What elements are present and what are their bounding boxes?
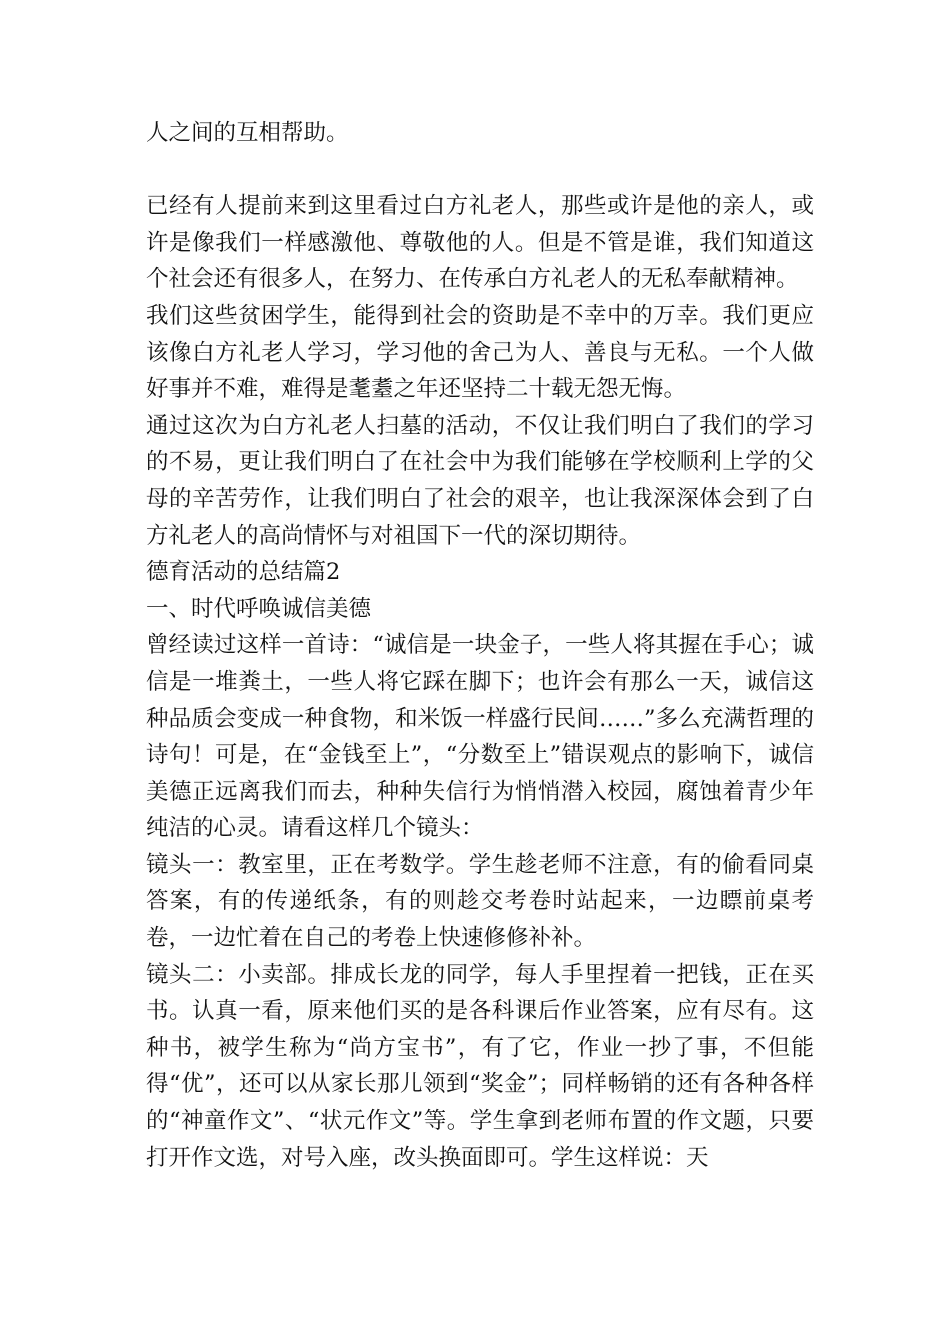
document-body: [146, 115, 814, 1176]
paragraph-tomb-sweeping: 通过这次为白方礼老人扫墓的活动，不仅让我们明白了我们的学习的不易，更让我们明白了在社会中为我们能够在学校顺利上学的父母的辛苦劳作，让我们明白了社会的艰辛，也让我深深体会到了白方礼老人的高尚情怀与对祖国下一代的深切期待。: [146, 412, 814, 549]
paragraph-scene-two: 镜头二：小卖部。排成长龙的同学，每人手里捏着一把钱，正在买书。认真一看，原来他们买的是各科课后作业答案，应有尽有。这种书，被学生称为“尚方宝书”，有了它，作业一抄了事，不但能得“优”，还可以从家长那儿领到“奖金”；同样畅销的还有各种各样的“神童作文”、“状元作文”等。学生拿到老师布置的作文题，只要打开作文选，对号入座，改头换面即可。学生这样说：天: [146, 961, 814, 1171]
paragraph-visitors: 已经有人提前来到这里看过白方礼老人，那些或许是他的亲人，或许是像我们一样感激他、尊敬他的人。但是不管是谁，我们知道这个社会还有很多人，在努力、在传承白方礼老人的无私奉献精神。: [146, 193, 814, 293]
blank-line: [146, 152, 814, 189]
section-heading: 德育活动的总结篇2: [146, 559, 341, 586]
paragraph-scene-one: 镜头一：教室里，正在考数学。学生趁老师不注意，有的偷看同桌答案，有的传递纸条，有的则趁交考卷时站起来，一边瞟前桌考卷，一边忙着在自己的考卷上快速修修补补。: [146, 851, 814, 952]
paragraph-poor-students: 我们这些贫困学生，能得到社会的资助是不幸中的万幸。我们更应该像白方礼老人学习，学习他的舍己为人、善良与无私。一个人做好事并不难，难得是耄耋之年还坚持二十载无怨无悔。: [146, 302, 814, 403]
subsection-heading: 一、时代呼唤诚信美德: [146, 595, 372, 622]
paragraph-poem: 曾经读过这样一首诗：“诚信是一块金子，一些人将其握在手心；诚信是一堆粪土，一些人将它踩在脚下；也许会有那么一天，诚信这种品质会变成一种食物，和米饭一样盛行民间……”多么充满哲理的诗句！可是，在“金钱至上”，“分数至上”错误观点的影响下，诚信美德正远离我们而去，种种失信行为悄悄潜入校园，腐蚀着青少年纯洁的心灵。请看这样几个镜头：: [146, 632, 814, 842]
paragraph-continuation: 人之间的互相帮助。: [146, 120, 349, 146]
